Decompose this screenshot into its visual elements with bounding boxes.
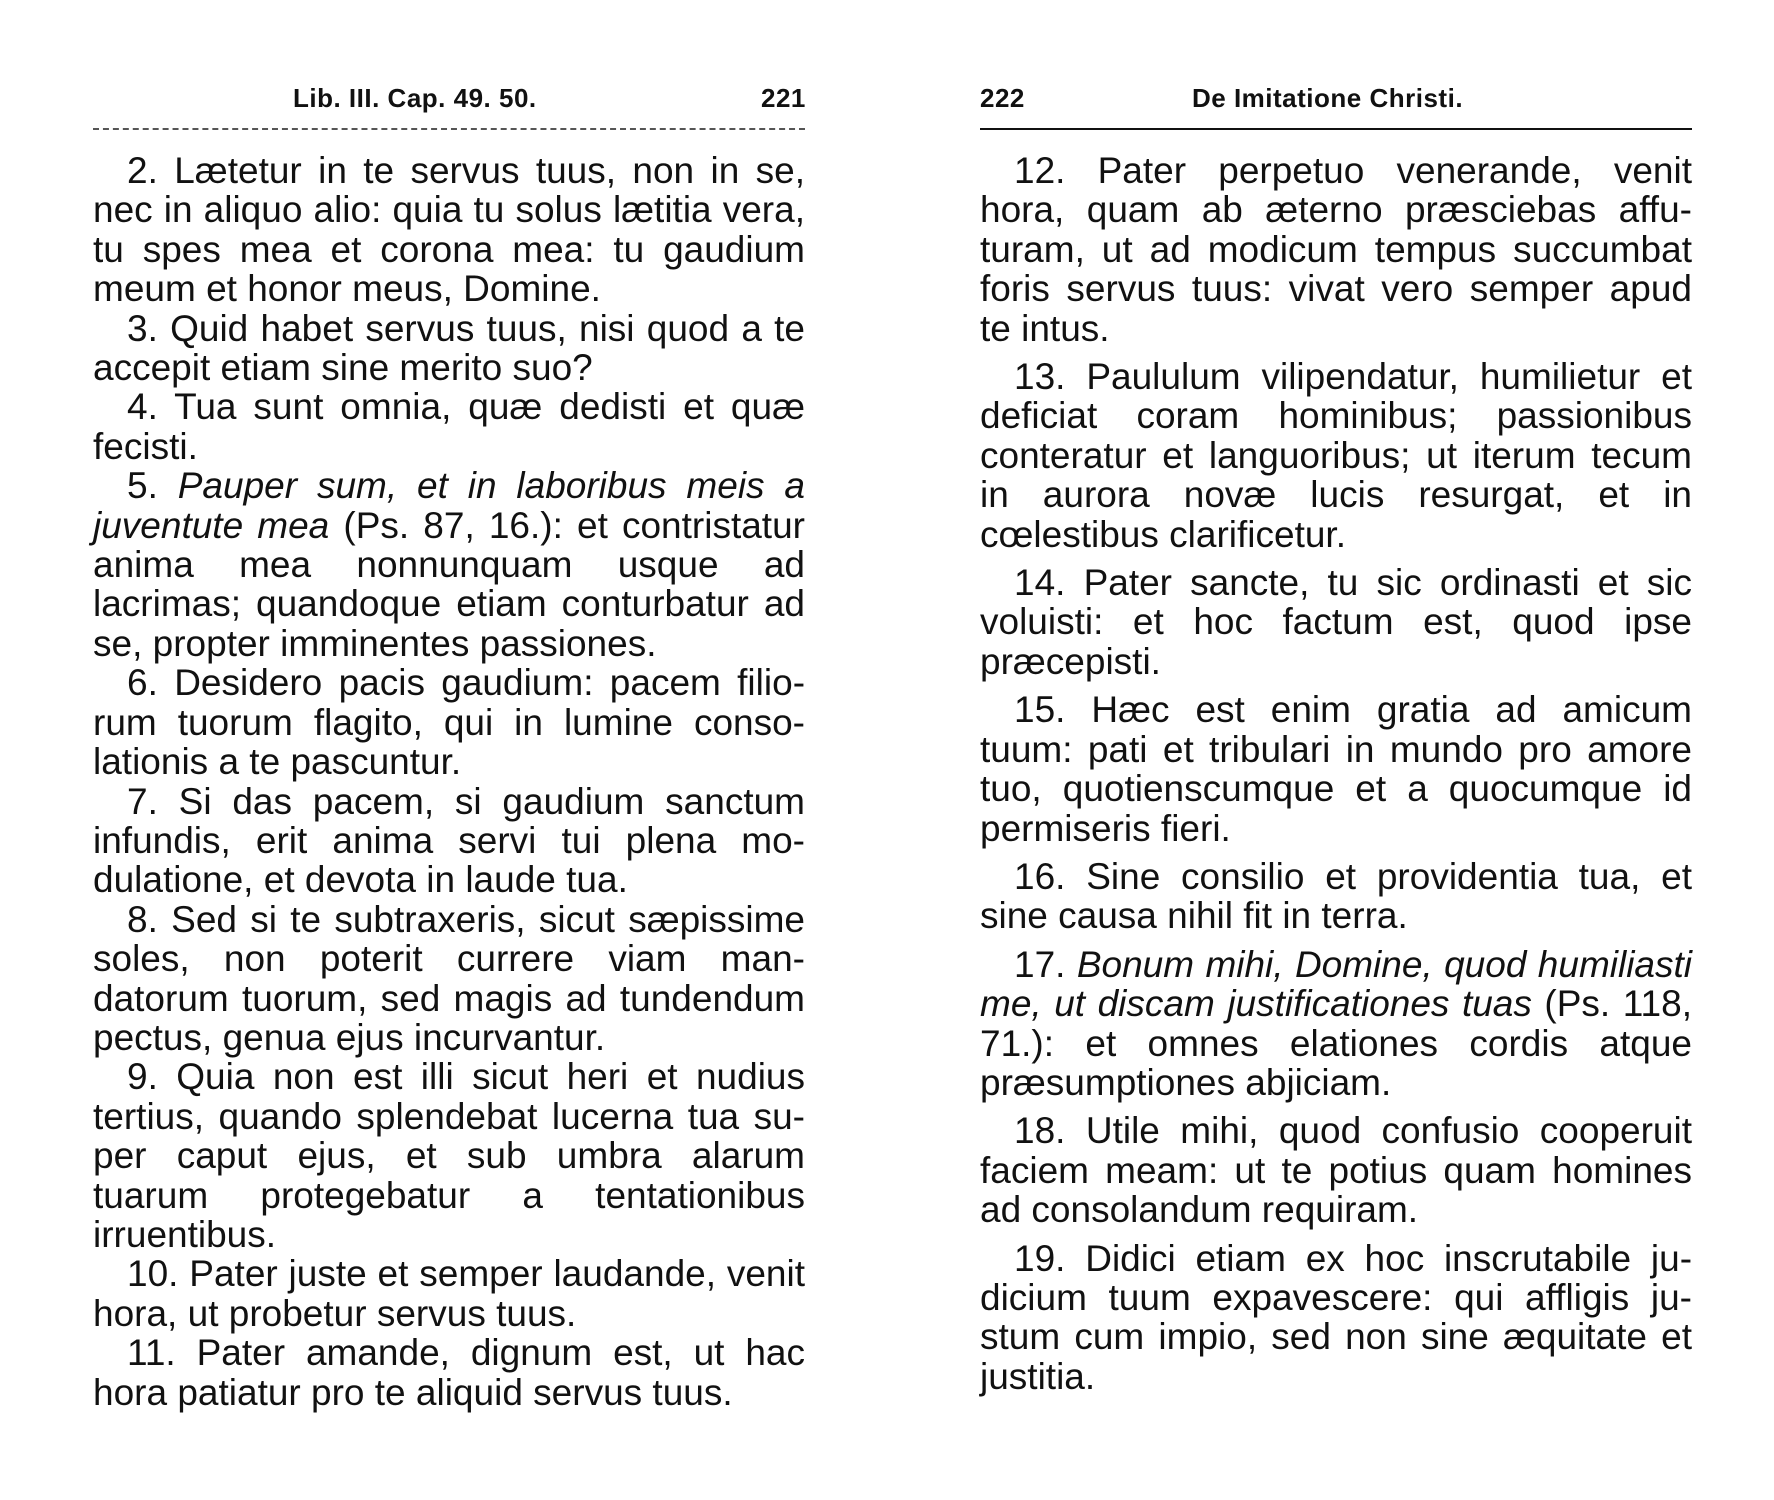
paragraph-number: 17. xyxy=(1014,943,1066,985)
paragraph-number: 4. xyxy=(127,386,158,428)
paragraph-text: Sine consilio et providentia tua, et sine causa nihil fit in terra. xyxy=(980,855,1692,937)
paragraph-text: Quia non est illi sicut heri et nudius tertius, quando splendebat lucerna tua super caput ejus, et sub umbra alarum tuarum protegebatur a tentationibus irruentibus. xyxy=(93,1056,805,1255)
paragraph-text: Tua sunt omnia, quæ dedisti et quæ fecisti. xyxy=(93,386,805,467)
paragraph-number: 15. xyxy=(1014,689,1066,731)
left-page-header xyxy=(93,83,805,119)
paragraph-number: 18. xyxy=(1014,1110,1066,1152)
paragraph-text: Pater perpetuo venerande, venit hora, quam ab æterno præsciebas affuturam, ut ad modicum tempus succumbat foris servus tuus: vivat vero semper apud te intus. xyxy=(980,150,1692,349)
paragraph-text: Pater sancte, tu sic ordinasti et sic voluisti: et hoc factum est, quod ipse præcepisti. xyxy=(980,562,1692,682)
page-number: 221 xyxy=(761,83,806,113)
paragraph-text: Quid habet servus tuus, nisi quod a te accepit etiam sine merito suo? xyxy=(93,307,805,389)
paragraph-number: 9. xyxy=(127,1056,158,1098)
paragraph-number: 10. xyxy=(127,1253,179,1295)
paragraph-13 xyxy=(980,357,1692,554)
paragraph-2 xyxy=(93,151,805,309)
paragraph-16 xyxy=(980,857,1692,936)
left-page-text xyxy=(93,151,805,1412)
header-rule xyxy=(93,128,805,130)
paragraph-number: 14. xyxy=(1014,562,1066,604)
paragraph-number: 2. xyxy=(127,150,158,191)
paragraph-text: Pater amande, dignum est, ut hac hora patiatur pro te aliquid servus tuus. xyxy=(93,1332,806,1413)
paragraph-text: Hæc est enim gratia ad amicum tuum: pati et tribulari in mundo pro amore tuo, quotienscumque et a quocumque id permiseris fieri. xyxy=(980,689,1692,849)
paragraph-text: Pater juste et semper laudande, venit hora, ut probetur servus tuus. xyxy=(93,1253,806,1334)
paragraph-number: 19. xyxy=(1014,1237,1066,1279)
paragraph-number: 7. xyxy=(127,780,158,822)
paragraph-text: Didici etiam ex hoc inscrutabile judicium tuum expavescere: qui affligis justum cum impio, sed non sine æquitate et justitia. xyxy=(980,1237,1693,1397)
paragraph-text: Si das pacem, si gaudium sanctum infundis, erit anima servi tui plena modulatione, et devota in laude tua. xyxy=(93,780,805,901)
paragraph-text: Paululum vilipendatur, humilietur et deficiat coram hominibus; passionibus conteratur et languoribus; ut iterum tecum in aurora novæ lucis resurgat, et in cœlestibus clarificetur. xyxy=(980,356,1693,555)
paragraph-number: 6. xyxy=(127,662,158,704)
paragraph-number: 13. xyxy=(1014,356,1066,398)
running-title: De Imitatione Christi. xyxy=(1192,83,1464,113)
paragraph-12 xyxy=(980,151,1692,348)
paragraph-15 xyxy=(980,690,1692,848)
paragraph-3 xyxy=(93,309,805,388)
paragraph-4 xyxy=(93,387,805,466)
paragraph-6 xyxy=(93,663,805,781)
paragraph-11 xyxy=(93,1333,805,1412)
paragraph-7 xyxy=(93,782,805,900)
paragraph-19 xyxy=(980,1239,1692,1397)
paragraph-5 xyxy=(93,466,805,663)
right-page-text xyxy=(980,151,1692,1396)
scripture-quote: Bonum mihi, Domine, quod humiliasti me, ut discam justificationes tuas xyxy=(980,943,1692,1025)
paragraph-8 xyxy=(93,900,805,1058)
scripture-quote: Pauper sum, et in laboribus meis a juventute mea xyxy=(93,465,806,546)
paragraph-text: Desidero pacis gaudium: pacem filiorum tuorum flagito, qui in lumine consolationis a te pascuntur. xyxy=(93,662,806,783)
paragraph-10 xyxy=(93,1254,805,1333)
page-number: 222 xyxy=(980,83,1025,113)
paragraph-number: 11. xyxy=(127,1332,176,1374)
paragraph-number: 3. xyxy=(127,307,158,349)
paragraph-14 xyxy=(980,563,1692,681)
paragraph-17 xyxy=(980,945,1692,1103)
paragraph-text: Lætetur in te servus tuus, non in se, nec in aliquo alio: quia tu solus lætitia vera, tu spes mea et corona mea: tu gaudium meum et honor meus, Domine. xyxy=(93,150,806,310)
paragraph-number: 16. xyxy=(1014,855,1066,897)
paragraph-18 xyxy=(980,1111,1692,1229)
paragraph-number: 12. xyxy=(1014,150,1066,191)
header-rule xyxy=(980,128,1692,130)
paragraph-text: (Ps. 118, 71.): et omnes elationes cordis atque præsumptiones abjiciam. xyxy=(980,983,1692,1103)
paragraph-9 xyxy=(93,1057,805,1254)
right-page-header xyxy=(980,83,1692,119)
paragraph-text: Utile mihi, quod confusio cooperuit faciem meam: ut te potius quam homines ad consolandum requiram. xyxy=(980,1110,1692,1231)
paragraph-number: 5. xyxy=(127,465,158,507)
running-title: Lib. III. Cap. 49. 50. xyxy=(293,83,537,113)
paragraph-text: Sed si te subtraxeris, sicut sæpissime soles, non poterit currere viam mandatorum tuorum, sed magis ad tundendum pectus, genua ejus incurvantur. xyxy=(93,898,806,1058)
paragraph-number: 8. xyxy=(127,898,158,940)
paragraph-text: (Ps. 87, 16.): et contristatur anima mea nonnunquam usque ad lacrimas; quandoque etiam conturbatur ad se, propter imminentes passiones. xyxy=(93,504,805,664)
